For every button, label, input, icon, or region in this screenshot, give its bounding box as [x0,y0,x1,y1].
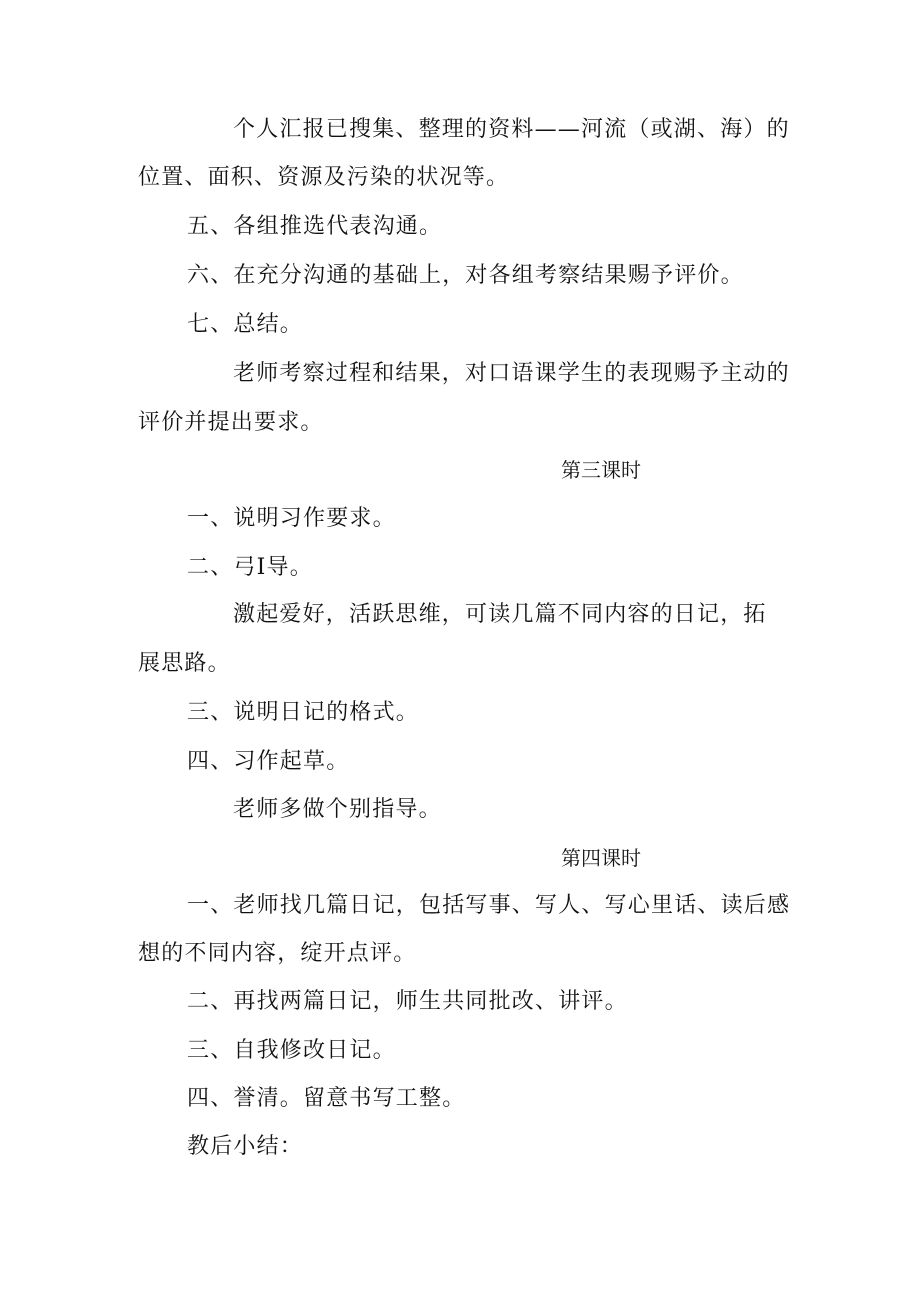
item-three-third: 三、说明日记的格式。 [187,700,420,725]
item-six: 六、在充分沟通的基础上，对各组考察结果赐予评价。 [187,263,744,288]
item-five: 五、各组推选代表沟通。 [187,214,443,239]
paragraph-summary-line-1: 老师考察过程和结果，对口语课学生的表现赐予主动的 [233,361,790,386]
item-one-third: 一、说明习作要求。 [187,506,396,531]
paragraph-report-line-2: 位置、面积、资源及污染的状况等。 [138,165,510,190]
item-one-fourth-line-2: 想的不同内容，绽开点评。 [138,941,417,966]
section-heading-third-lesson: 第三课时 [561,458,641,482]
paragraph-report-line-1: 个人汇报已搜集、整理的资料——河流（或湖、海）的 [233,117,790,142]
paragraph-guidance: 老师多做个别指导。 [233,797,442,822]
item-three-fourth: 三、自我修改日记。 [187,1038,396,1063]
paragraph-interest-line-2: 展思路。 [138,651,231,676]
post-teaching-summary-label: 教后小结： [187,1134,304,1159]
item-four-third: 四、习作起草。 [187,749,350,774]
paragraph-summary-line-2: 评价并提出要求。 [138,410,324,435]
section-heading-fourth-lesson: 第四课时 [561,846,641,870]
paragraph-interest-line-1: 激起爱好，活跃思维，可读几篇不同内容的日记，拓 [233,602,767,627]
item-two-third: 二、弓I导。 [187,555,313,580]
item-one-fourth-line-1: 一、老师找几篇日记，包括写事、写人、写心里话、读后感 [187,893,791,918]
item-seven: 七、总结。 [187,312,304,337]
item-two-fourth: 二、再找两篇日记，师生共同批改、讲评。 [187,989,628,1014]
item-four-fourth: 四、誉清。留意书写工整。 [187,1086,466,1111]
